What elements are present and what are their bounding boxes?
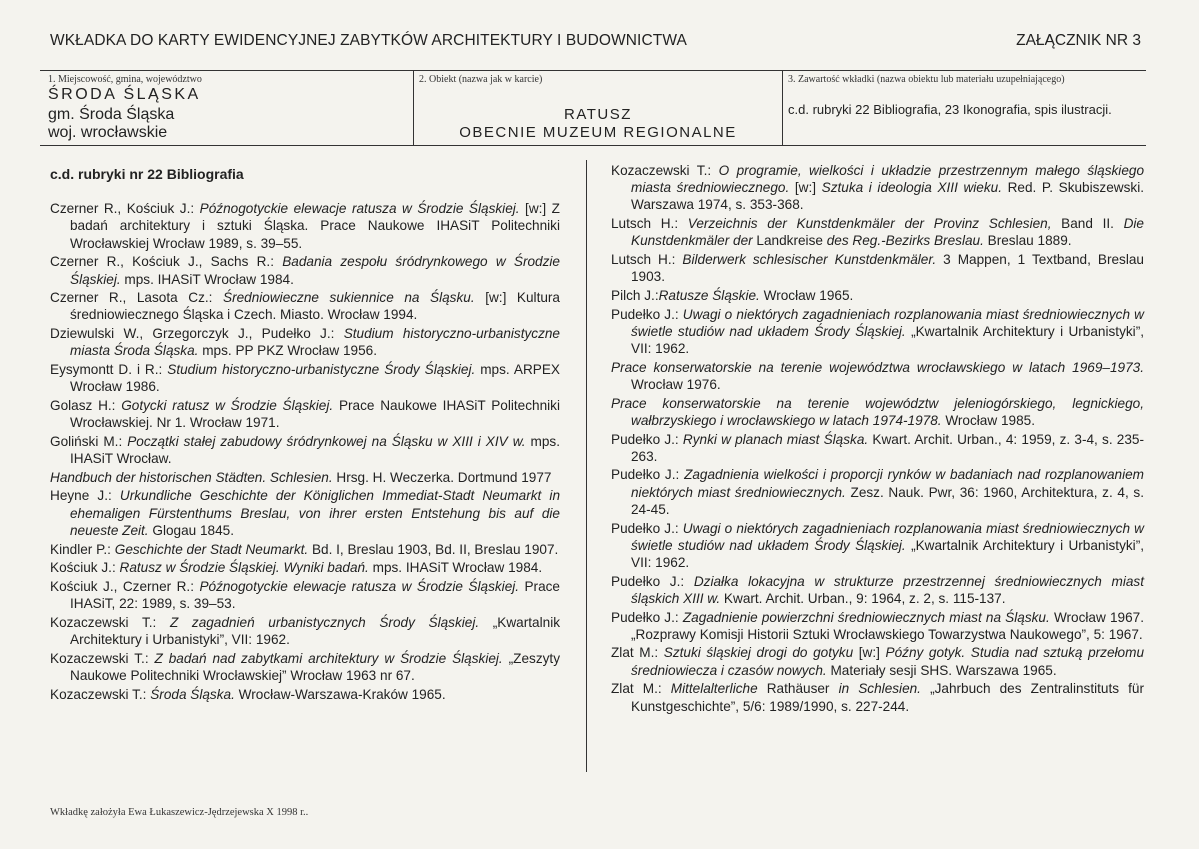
bibliography-entry bbox=[50, 253, 560, 287]
contents-box bbox=[783, 71, 1146, 145]
section-heading: c.d. rubryki nr 22 Bibliografia bbox=[50, 166, 244, 182]
bibliography-entry bbox=[611, 306, 1144, 358]
entry-text: Kindler P.: bbox=[50, 541, 115, 557]
entry-title: Sztuki śląskiej drogi do gotyku bbox=[663, 645, 854, 661]
entry-title: Z zagadnień urbanistycznych Środy Śląskiej. bbox=[169, 614, 480, 630]
bibliography-entry bbox=[50, 200, 560, 252]
entry-text: Red. P. Skubiszewski. Warszawa 1974, s. 353-368. bbox=[631, 180, 1144, 213]
entry-text: Wrocław-Warszawa-Kraków 1965. bbox=[234, 686, 446, 702]
bibliography-entry bbox=[50, 686, 560, 703]
entry-text: Czerner R., Kościuk J.: bbox=[50, 201, 200, 217]
entry-text: Pudełko J.: bbox=[611, 431, 683, 447]
contents-text: c.d. rubryki 22 Bibliografia, 23 Ikonografia, spis ilustracji. bbox=[788, 102, 1112, 117]
entry-title: in Schlesien. bbox=[838, 681, 921, 697]
bibliography-entry bbox=[50, 650, 560, 684]
entry-text: „Kwartalnik Architektury i Urbanistyki”, VII: 1962. bbox=[631, 537, 1144, 570]
bibliography-entry bbox=[50, 487, 560, 539]
entry-title: Środa Śląska. bbox=[150, 686, 235, 702]
entry-text: Wrocław 1967. „Rozprawy Komisji Historii Sztuki Wrocławskiego Towarzystwa Naukowego”, 5: 1967. bbox=[631, 609, 1144, 642]
entry-text: Heyne J.: bbox=[50, 488, 120, 504]
entry-title: des Reg.-Bezirks Breslau. bbox=[826, 233, 984, 249]
bibliography-entry bbox=[611, 431, 1144, 465]
entry-text: [w:] bbox=[789, 180, 822, 196]
entry-title: Studium historyczno-urbanistyczne miasta Środa Śląska. bbox=[70, 326, 560, 359]
entry-text: Prace Naukowe IHASiT Politechniki Wrocławskiej. Nr 1. Wrocław 1971. bbox=[70, 397, 560, 431]
bibliography-entry bbox=[611, 644, 1144, 678]
bibliography-list-right bbox=[611, 162, 1144, 715]
bibliography-list-left bbox=[50, 200, 560, 703]
entry-text: Kościuk J.: bbox=[50, 560, 120, 576]
bibliography-entry bbox=[611, 466, 1144, 518]
entry-text: mps. IHASiT Wrocław 1984. bbox=[368, 560, 543, 576]
entry-text: Band II. bbox=[1051, 216, 1124, 232]
entry-text: Kwart. Archit. Urban., 9: 1964, z. 2, s. 115-137. bbox=[720, 590, 1006, 606]
bibliography-entry bbox=[611, 287, 1144, 304]
entry-text: Prace IHASiT, 22: 1989, s. 39–53. bbox=[70, 578, 560, 612]
entry-title: Działka lokacyjna w strukturze przestrzennej średniowiecznych miast śląskich XIII w. bbox=[631, 573, 1144, 606]
entry-text: Materiały sesji SHS. Warszawa 1965. bbox=[826, 662, 1057, 678]
entry-title: Gotycki ratusz w Środzie Śląskiej. bbox=[121, 397, 334, 413]
entry-text: „Kwartalnik Architektury i Urbanistyki”, VII: 1962. bbox=[70, 614, 561, 648]
entry-text: Kozaczewski T.: bbox=[50, 686, 151, 702]
entry-text: Zlat M.: bbox=[611, 645, 664, 661]
entry-title: Początki stałej zabudowy śródrynkowej na Śląsku w XIII i XIV w. bbox=[127, 433, 526, 449]
entry-text: mps. IHASiT Wrocław 1984. bbox=[120, 271, 294, 287]
entry-text: mps. ARPEX Wrocław 1986. bbox=[70, 362, 560, 395]
bibliography-entry bbox=[611, 573, 1144, 607]
bibliography-entry bbox=[611, 251, 1144, 285]
entry-text: 3 Mappen, 1 Textband, Breslau 1903. bbox=[631, 252, 1144, 285]
entry-text: Pudełko J.: bbox=[611, 520, 683, 536]
entry-text: Glogau 1845. bbox=[148, 522, 234, 538]
entry-text: [w:] Kultura średniowiecznego Śląska i Czech. Miasto. Wrocław 1994. bbox=[70, 290, 560, 323]
entry-title: Uwagi o niektórych zagadnieniach rozplanowania miast średniowiecznych w świetle studiów nad układem Środy Śląskiej. bbox=[631, 306, 1144, 339]
entry-title: Prace konserwatorskie na terenie województwa wrocławskiego w latach 1969–1973. bbox=[611, 359, 1144, 375]
bibliography-entry bbox=[50, 559, 560, 576]
entry-text: Wrocław 1976. bbox=[631, 376, 721, 392]
entry-title: Późnogotyckie elewacje ratusza w Środzie Śląskiej. bbox=[199, 201, 520, 217]
bibliography-entry bbox=[611, 680, 1144, 714]
bibliography-entry bbox=[611, 215, 1144, 249]
header-table bbox=[40, 70, 1146, 146]
entry-text: Pudełko J.: bbox=[611, 306, 683, 322]
entry-text: „Zeszyty Naukowe Politechniki Wrocławskiej” Wrocław 1963 nr 67. bbox=[70, 650, 560, 683]
entry-title: Die Kunstdenkmäler der bbox=[631, 216, 1144, 249]
entry-title: Późny gotyk. Studia nad sztuką przełomu średniowiecza i czasów nowych. bbox=[631, 645, 1144, 678]
entry-text: Landkreise bbox=[752, 233, 827, 249]
town-name: ŚRODA ŚLĄSKA bbox=[48, 86, 201, 103]
entry-text: „Kwartalnik Architektury i Urbanistyki”, VII: 1962. bbox=[631, 323, 1144, 357]
entry-title: Badania zespołu śródrynkowego w Środzie Śląskiej. bbox=[70, 254, 560, 287]
entry-text: Kościuk J., Czerner R.: bbox=[50, 578, 200, 594]
object-box bbox=[414, 71, 783, 145]
contents-label: 3. Zawartość wkładki (nazwa obiektu lub materiału uzupełniającego) bbox=[788, 74, 1065, 85]
object-label: 2. Obiekt (nazwa jak w karcie) bbox=[419, 74, 543, 85]
bibliography-entry bbox=[50, 361, 560, 395]
entry-title: Uwagi o niektórych zagadnieniach rozplanowania miast średniowiecznych w świetle studiów nad układem Środy Śląskiej. bbox=[631, 520, 1144, 553]
entry-title: Geschichte der Stadt Neumarkt. bbox=[114, 541, 309, 557]
entry-text: mps. PP PKZ Wrocław 1956. bbox=[198, 343, 378, 359]
entry-title: Urkundliche Geschichte der Königlichen Immediat-Stadt Neumarkt in ehemaligen Fürstenthums Breslau, von ihrer ersten Entstehung bis auf die neueste Zeit. bbox=[70, 488, 560, 538]
bibliography-right-column bbox=[611, 162, 1144, 716]
entry-title: Prace konserwatorskie na terenie województw jeleniogórskiego, legnickiego, wałbrzyskiego i wrocławskiego w latach 1974-1978. bbox=[611, 395, 1144, 428]
entry-title: Studium historyczno-urbanistyczne Środy Śląskiej. bbox=[167, 362, 476, 378]
object-subtitle: OBECNIE MUZEUM REGIONALNE bbox=[459, 124, 737, 141]
entry-title: Bilderwerk schlesischer Kunstdenkmäler. bbox=[682, 252, 937, 268]
entry-text: Pudełko J.: bbox=[611, 573, 694, 589]
bibliography-entry bbox=[50, 433, 560, 467]
bibliography-entry bbox=[611, 395, 1144, 429]
entry-text: Kozaczewski T.: bbox=[50, 614, 170, 630]
annex-number: ZAŁĄCZNIK NR 3 bbox=[1016, 32, 1141, 49]
footer-note: Wkładkę założyła Ewa Łukaszewicz-Jędrzejewska X 1998 r.. bbox=[50, 807, 309, 818]
entry-text: Zesz. Nauk. Pwr, 36: 1960, Architektura, z. 4, s. 24-45. bbox=[631, 484, 1144, 517]
entry-text: Pudełko J.: bbox=[611, 609, 683, 625]
bibliography-entry bbox=[611, 359, 1144, 393]
entry-title: Ratusze Śląskie. bbox=[658, 287, 760, 303]
entry-text: Rathäuser bbox=[757, 681, 839, 697]
entry-text: Pudełko J.: bbox=[611, 467, 685, 483]
bibliography-entry bbox=[50, 578, 560, 612]
entry-text: [w:] Z badań architektury i sztuki Śląska. Prace Naukowe IHASiT Politechniki Wrocławskiej Wrocław 1989, s. 39–55. bbox=[70, 201, 560, 251]
entry-text: Zlat M.: bbox=[611, 681, 671, 697]
bibliography-entry bbox=[50, 541, 560, 558]
entry-text: Hrsg. H. Weczerka. Dortmund 1977 bbox=[332, 469, 552, 485]
entry-text: Czerner R., Lasota Cz.: bbox=[50, 290, 223, 306]
entry-text: Wrocław 1965. bbox=[759, 287, 854, 303]
entry-title: Ratusz w Środzie Śląskiej. Wyniki badań. bbox=[119, 560, 369, 576]
entry-text: mps. IHASiT Wrocław. bbox=[70, 433, 561, 467]
bibliography-entry bbox=[50, 469, 560, 486]
entry-title: Późnogotyckie elewacje ratusza w Środzie Śląskiej. bbox=[199, 578, 520, 594]
entry-text: [w:] bbox=[853, 645, 886, 661]
entry-text: Bd. I, Breslau 1903, Bd. II, Breslau 1907. bbox=[308, 541, 559, 557]
entry-title: Zagadnienia wielkości i proporcji rynków w badaniach nad rozplanowaniem niektórych miast średniowiecznych. bbox=[631, 467, 1144, 500]
entry-text: Wrocław 1985. bbox=[941, 412, 1035, 428]
column-divider bbox=[586, 160, 587, 772]
entry-title: Rynki w planach miast Śląska. bbox=[682, 431, 869, 447]
entry-text: Lutsch H.: bbox=[611, 252, 683, 268]
bibliography-entry bbox=[50, 397, 560, 431]
entry-text: „Jahrbuch des Zentralinstituts für Kunstgeschichte”, 5/6: 1989/1990, s. 227-244. bbox=[631, 681, 1144, 714]
entry-text: Kozaczewski T.: bbox=[50, 650, 155, 666]
bibliography-entry bbox=[50, 289, 560, 323]
entry-text: Pilch J.: bbox=[611, 287, 659, 303]
entry-title: Zagadnienie powierzchni średniowiecznych miast na Śląsku. bbox=[682, 609, 1050, 625]
entry-title: Średniowieczne sukiennice na Śląsku. bbox=[223, 290, 475, 306]
bibliography-entry bbox=[611, 520, 1144, 572]
gmina-name: gm. Środa Śląska bbox=[48, 106, 175, 123]
bibliography-entry bbox=[611, 162, 1144, 214]
location-box bbox=[40, 71, 414, 145]
entry-text: Czerner R., Kościuk J., Sachs R.: bbox=[50, 254, 283, 270]
bibliography-entry bbox=[50, 325, 560, 359]
entry-text: Dziewulski W., Grzegorczyk J., Pudełko J.: bbox=[50, 326, 344, 342]
entry-title: O programie, wielkości i układzie przestrzennym małego śląskiego miasta średniowiecznego. bbox=[631, 163, 1145, 196]
entry-text: Golasz H.: bbox=[50, 397, 122, 413]
bibliography-left-column bbox=[50, 162, 560, 704]
entry-text: Goliński M.: bbox=[50, 433, 128, 449]
document-title: WKŁADKA DO KARTY EWIDENCYJNEJ ZABYTKÓW ARCHITEKTURY I BUDOWNICTWA bbox=[50, 32, 687, 49]
entry-text: Kozaczewski T.: bbox=[611, 163, 719, 178]
entry-text: Eysymontt D. i R.: bbox=[50, 362, 168, 378]
entry-text: Kwart. Archit. Urban., 4: 1959, z. 3-4, s. 235-263. bbox=[631, 431, 1145, 464]
bibliography-entry bbox=[50, 614, 560, 648]
entry-title: Handbuch der historischen Städten. Schlesien. bbox=[50, 469, 333, 485]
entry-title: Verzeichnis der Kunstdenkmäler der Provinz Schlesien, bbox=[687, 216, 1052, 232]
voivodeship-name: woj. wrocławskie bbox=[48, 124, 168, 141]
bibliography-entry bbox=[611, 609, 1144, 643]
entry-text: Breslau 1889. bbox=[983, 233, 1072, 249]
entry-title: Mittelalterliche bbox=[670, 681, 758, 697]
location-label: 1. Miejscowość, gmina, województwo bbox=[48, 74, 202, 85]
object-name: RATUSZ bbox=[564, 106, 632, 123]
entry-title: Sztuka i ideologia XIII wieku. bbox=[821, 180, 1002, 196]
entry-title: Z badań nad zabytkami architektury w Środzie Śląskiej. bbox=[154, 650, 503, 666]
entry-text: Lutsch H.: bbox=[611, 216, 688, 232]
